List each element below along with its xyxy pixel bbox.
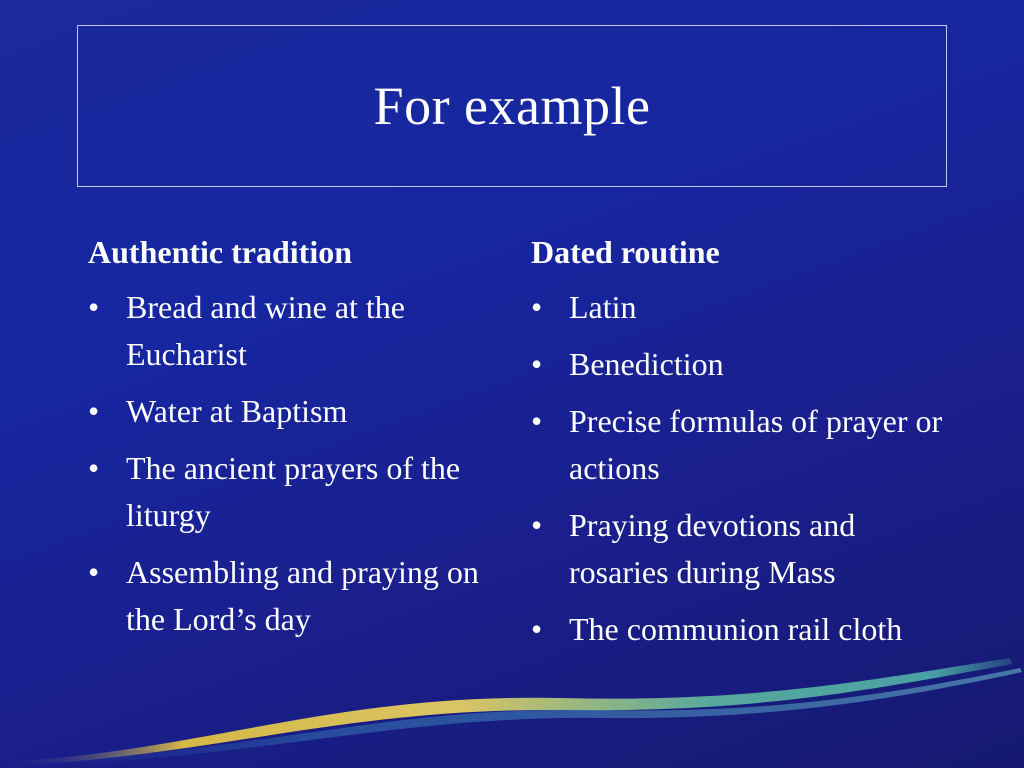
bullet-icon: •	[531, 611, 543, 647]
list-item	[531, 502, 951, 596]
list-item	[88, 388, 498, 435]
list-item	[88, 284, 498, 378]
bullet-icon: •	[531, 289, 543, 325]
bullet-icon: •	[531, 507, 543, 543]
column-heading: Dated routine	[531, 234, 720, 270]
slide-title: For example	[373, 76, 651, 136]
decorative-swoosh	[0, 658, 1024, 768]
list-item-text: Precise formulas of prayer or actions	[569, 403, 943, 486]
bullet-list	[531, 284, 951, 653]
bullet-icon: •	[88, 393, 100, 429]
bullet-icon: •	[88, 289, 100, 325]
bullet-icon: •	[88, 554, 100, 590]
list-item	[531, 398, 951, 492]
list-item-text: Latin	[569, 289, 637, 325]
bullet-icon: •	[88, 450, 100, 486]
list-item	[88, 549, 498, 643]
list-item-text: Bread and wine at the Eucharist	[126, 289, 405, 372]
list-item	[88, 445, 498, 539]
list-item-text: Water at Baptism	[126, 393, 348, 429]
list-item-text: Praying devotions and rosaries during Mass	[569, 507, 856, 590]
list-item	[531, 341, 951, 388]
list-item-text: Assembling and praying on the Lord’s day	[126, 554, 479, 637]
list-item-text: Benediction	[569, 346, 724, 382]
list-item-text: The communion rail cloth	[569, 611, 903, 647]
column-dated-routine	[531, 232, 951, 663]
bullet-icon: •	[531, 403, 543, 439]
list-item-text: The ancient prayers of the liturgy	[126, 450, 461, 533]
column-authentic-tradition	[88, 232, 498, 653]
bullet-icon: •	[531, 346, 543, 382]
title-box	[77, 25, 947, 187]
column-heading: Authentic tradition	[88, 234, 352, 270]
bullet-list	[88, 284, 498, 643]
list-item	[531, 606, 951, 653]
list-item	[531, 284, 951, 331]
